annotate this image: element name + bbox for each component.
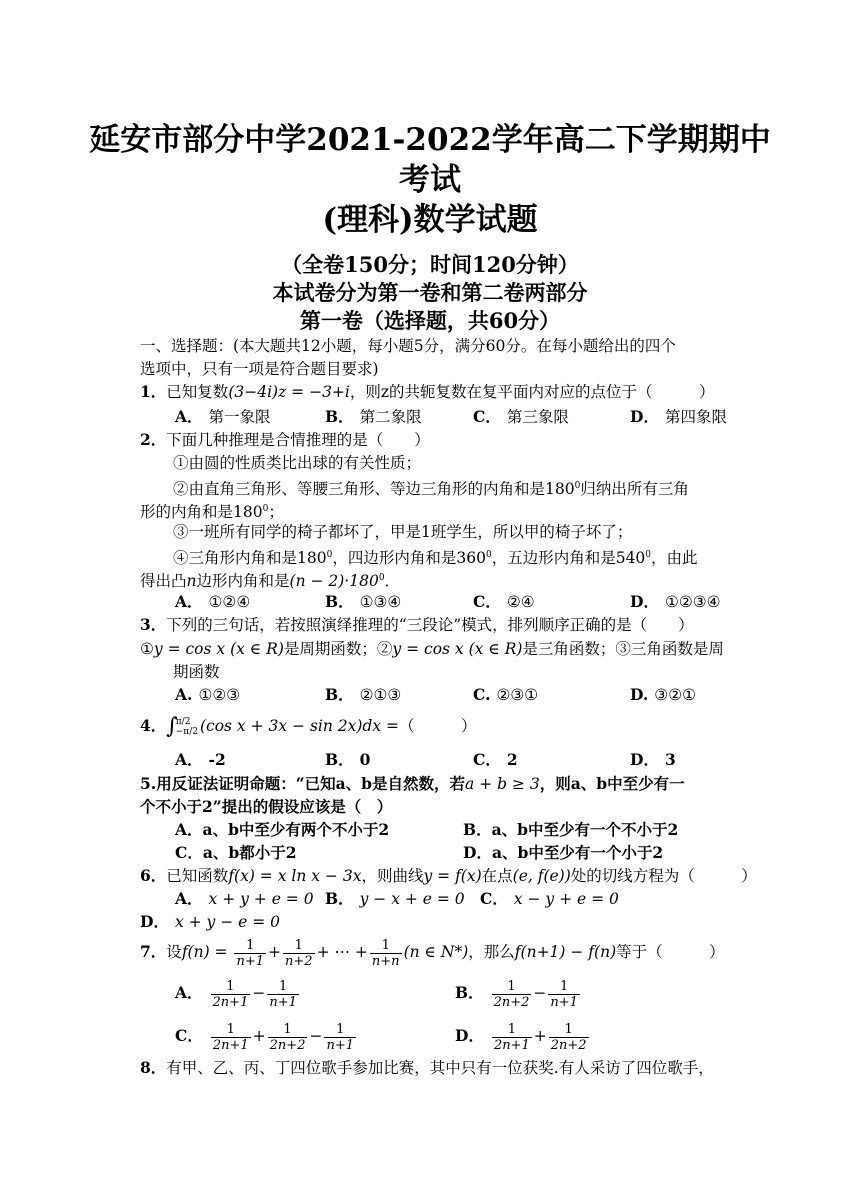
question-number: 1． — [140, 382, 167, 401]
question-text: 下列的三句话，若按照演绎推理的“三段论”模式，排列顺序正确的是（ ） — [166, 616, 694, 634]
q4-option-d: D． 3 — [630, 750, 676, 769]
question-7: 7．设f(n) = $\frac{1}{n+1}$ + $\frac{1}{n+2}$ + ⋯ + $\frac{1}{n+n}$ (n ∈ N*)，那么f(n+1) − f(n)等于（ ） — [140, 937, 725, 969]
q2-statement-4-cont: 得出凸n边形内角和是$(n - 2)\cdot 180^0$． — [140, 572, 401, 591]
fraction: $\frac{1}{n+2}$ — [285, 937, 313, 969]
part1-heading: 第一卷（选择题，共60分） — [299, 308, 561, 333]
q6-option-c: C． x − y + e = 0 — [480, 889, 619, 908]
exam-title-line2: 考试 — [399, 162, 461, 198]
q6-option-a: A． x + y + e = 0 — [175, 889, 314, 908]
q1-option-d: D． 第四象限 — [630, 407, 727, 426]
q3-option-a: A. ①②③ — [175, 685, 241, 704]
math-expression: (3−4i)z = −3+i — [228, 383, 350, 401]
q3-option-b: B． ②①③ — [325, 685, 402, 704]
question-number: 2． — [140, 430, 167, 449]
q4-option-c: C． 2 — [473, 750, 518, 769]
question-1 — [140, 380, 715, 404]
q2-statement-4: ④三角形内角和是$180^0$，四边形内角和是$360^0$，五边形内角和是$540^0$，由此 — [173, 549, 698, 568]
q3-statements: ①y = cos x (x ∈ R)是周期函数；②y = cos x (x ∈ R)是三角函数；③三角函数是周 — [140, 640, 724, 658]
q7-option-a: A． $\frac{1}{2n+1}$ − $\frac{1}{n+1}$ — [175, 978, 297, 1010]
q6-option-d: D． x + y − e = 0 — [140, 912, 281, 931]
exam-meta: （全卷150分；时间120分钟） — [281, 252, 579, 277]
q4-option-b: B． 0 — [325, 750, 371, 769]
q2-option-c: C． ②④ — [473, 592, 535, 611]
q2-option-d: D． ①②③④ — [630, 592, 721, 611]
q2-statement-2: ②由直角三角形、等腰三角形、等边三角形的内角和是$180^0$归纳出所有三角 — [173, 480, 689, 499]
q5-option-c: C．a、b都小于2 — [175, 843, 297, 862]
exam-title-line1: 延安市部分中学2021-2022学年高二下学期期中 — [89, 122, 771, 158]
q5-option-d: D．a、b中至少有一个小于2 — [463, 843, 664, 862]
q6-option-b: B． y − x + e = 0 — [325, 889, 465, 908]
fraction: $\frac{1}{n+1}$ — [236, 937, 265, 969]
section-intro-line1: 一、选择题：(本大题共12小题，每小题5分，满分60分。在每小题给出的四个 — [140, 337, 676, 355]
question-text: ，则z的共轭复数在复平面内对应的点位于（ ） — [349, 383, 715, 401]
question-5-cont: 个不小于2”提出的假设应该是（ ） — [140, 797, 393, 816]
q7-option-d: D． $\frac{1}{2n+1}$ + $\frac{1}{2n+2}$ — [455, 1021, 587, 1053]
q5-option-b: B．a、b中至少有一个不小于2 — [463, 820, 679, 839]
question-6: 6．已知函数f(x) = x ln x − 3x，则曲线y = f(x)在点(e, f(e))处的切线方程为（ ） — [140, 866, 757, 885]
q2-statement-1: ①由圆的性质类比出球的有关性质； — [173, 454, 422, 472]
exam-title-line3: (理科)数学试题 — [322, 202, 538, 238]
q2-statement-2-cont: 形的内角和是$180^0$； — [140, 503, 284, 522]
q2-option-a: A． ①②④ — [175, 592, 251, 611]
q3-statements-cont: 期函数 — [173, 663, 220, 681]
q5-option-a: A．a、b中至少有两个不小于2 — [175, 820, 390, 839]
q7-option-b: B． $\frac{1}{2n+2}$ − $\frac{1}{n+1}$ — [455, 978, 578, 1010]
exam-parts: 本试卷分为第一卷和第二卷两部分 — [272, 280, 588, 305]
q1-option-c: C． 第三象限 — [473, 407, 569, 426]
question-2 — [140, 428, 430, 452]
q1-option-b: B． 第二象限 — [325, 407, 422, 426]
q1-option-a: A． 第一象限 — [175, 407, 271, 426]
q4-option-a: A． -2 — [175, 750, 226, 769]
integral-limits: π/2 −π/2 — [175, 717, 198, 737]
question-3 — [140, 613, 694, 637]
q3-option-c: C. ②③① — [473, 685, 539, 704]
integrand: (cos x + 3x − sin 2x)dx = — [199, 717, 400, 735]
question-4: 4．∫ π/2 −π/2 (cos x + 3x − sin 2x)dx =（ ） — [140, 714, 477, 739]
question-8: 8．有甲、乙、丙、丁四位歌手参加比赛，其中只有一位获奖.有人采访了四位歌手， — [140, 1058, 714, 1077]
question-text: 下面几种推理是合情推理的是（ ） — [166, 431, 430, 449]
question-number: 3． — [140, 615, 167, 634]
fraction: $\frac{1}{n+n}$ — [371, 937, 400, 969]
section-intro-line2: 选项中，只有一项是符合题目要求) — [140, 360, 379, 378]
question-number: 4． — [140, 716, 167, 735]
q2-option-b: B． ①③④ — [325, 592, 402, 611]
question-text: 已知复数 — [166, 383, 229, 401]
q3-option-d: D. ③②① — [630, 685, 696, 704]
q7-option-c: C． $\frac{1}{2n+1}$ + $\frac{1}{2n+2}$ − $\frac{1}{n+1}$ — [175, 1021, 355, 1053]
question-5: 5.用反证法证明命题：“已知a、b是自然数，若a + b ≥ 3，则a、b中至少有一 — [140, 774, 685, 793]
q2-statement-3: ③一班所有同学的椅子都坏了，甲是1班学生，所以甲的椅子坏了； — [173, 523, 633, 541]
integral-sign: ∫ — [166, 714, 178, 739]
